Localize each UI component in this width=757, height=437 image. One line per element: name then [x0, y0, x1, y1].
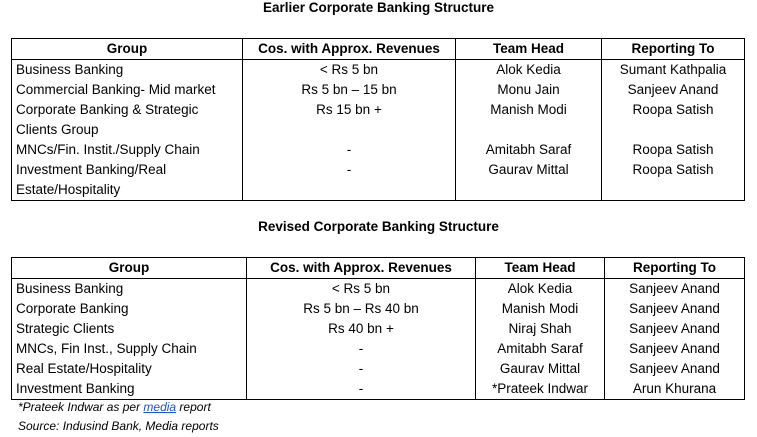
cell-group: Commercial Banking- Mid market — [12, 80, 243, 100]
cell-reporting-to: Roopa Satish — [602, 100, 745, 140]
cell-reporting-to: Roopa Satish — [602, 140, 745, 160]
cell-team-head: Alok Kedia — [476, 279, 605, 300]
cell-reporting-to: Sanjeev Anand — [602, 80, 745, 100]
header-revenues: Cos. with Approx. Revenues — [243, 39, 456, 60]
cell-revenue: Rs 15 bn + — [243, 100, 456, 140]
table-row — [12, 160, 745, 201]
cell-revenue: < Rs 5 bn — [247, 279, 476, 300]
footnote-suffix: report — [176, 400, 211, 414]
cell-revenue: - — [247, 339, 476, 359]
cell-revenue: - — [243, 160, 456, 201]
table-header-row — [12, 258, 745, 279]
table-notes — [18, 398, 219, 436]
cell-team-head: Manish Modi — [476, 299, 605, 319]
header-team-head: Team Head — [476, 258, 605, 279]
cell-revenue: - — [243, 140, 456, 160]
cell-group: MNCs, Fin Inst., Supply Chain — [12, 339, 247, 359]
header-revenues: Cos. with Approx. Revenues — [247, 258, 476, 279]
cell-reporting-to: Sanjeev Anand — [605, 299, 745, 319]
earlier-structure-table — [11, 38, 745, 201]
table-row — [12, 60, 745, 81]
table-row — [12, 339, 745, 359]
footnote-text: *Prateek Indwar as per — [18, 400, 144, 414]
cell-group: Corporate Banking & Strategic Clients Group — [12, 100, 243, 140]
cell-reporting-to: Arun Khurana — [605, 379, 745, 400]
cell-team-head: Amitabh Saraf — [476, 339, 605, 359]
table-header-row — [12, 39, 745, 60]
table-row — [12, 359, 745, 379]
cell-team-head: Alok Kedia — [456, 60, 602, 81]
header-group: Group — [12, 39, 243, 60]
table-row — [12, 319, 745, 339]
earlier-structure-title: Earlier Corporate Banking Structure — [262, 0, 495, 15]
cell-team-head: Manish Modi — [456, 100, 602, 140]
cell-group: MNCs/Fin. Instit./Supply Chain — [12, 140, 243, 160]
cell-group: Investment Banking/Real Estate/Hospitality — [12, 160, 243, 201]
revised-structure-table — [11, 257, 745, 400]
table-row — [12, 299, 745, 319]
cell-revenue: Rs 5 bn – 15 bn — [243, 80, 456, 100]
header-reporting-to: Reporting To — [605, 258, 745, 279]
media-report-link[interactable]: media — [143, 400, 177, 414]
header-group: Group — [12, 258, 247, 279]
cell-revenue: - — [247, 379, 476, 400]
cell-group: Real Estate/Hospitality — [12, 359, 247, 379]
header-reporting-to: Reporting To — [602, 39, 745, 60]
cell-group: Business Banking — [12, 60, 243, 81]
cell-revenue: < Rs 5 bn — [243, 60, 456, 81]
cell-group: Business Banking — [12, 279, 247, 300]
cell-reporting-to: Sanjeev Anand — [605, 279, 745, 300]
cell-reporting-to: Sanjeev Anand — [605, 359, 745, 379]
table-row — [12, 100, 745, 140]
table-row — [12, 80, 745, 100]
table-row — [12, 279, 745, 300]
footnote — [18, 398, 219, 417]
cell-reporting-to: Sanjeev Anand — [605, 339, 745, 359]
cell-team-head: Niraj Shah — [476, 319, 605, 339]
cell-team-head: Amitabh Saraf — [456, 140, 602, 160]
cell-team-head: Gaurav Mittal — [476, 359, 605, 379]
cell-team-head: *Prateek Indwar — [476, 379, 605, 400]
table-row — [12, 140, 745, 160]
cell-group: Investment Banking — [12, 379, 247, 400]
source-note: Source: Indusind Bank, Media reports — [18, 419, 219, 433]
cell-reporting-to: Sumant Kathpalia — [602, 60, 745, 81]
cell-revenue: Rs 40 bn + — [247, 319, 476, 339]
cell-revenue: Rs 5 bn – Rs 40 bn — [247, 299, 476, 319]
cell-revenue: - — [247, 359, 476, 379]
header-team-head: Team Head — [456, 39, 602, 60]
cell-group: Corporate Banking — [12, 299, 247, 319]
revised-structure-title: Revised Corporate Banking Structure — [258, 219, 499, 234]
cell-team-head: Monu Jain — [456, 80, 602, 100]
table-row — [12, 379, 745, 400]
cell-group: Strategic Clients — [12, 319, 247, 339]
cell-reporting-to: Roopa Satish — [602, 160, 745, 201]
cell-reporting-to: Sanjeev Anand — [605, 319, 745, 339]
cell-team-head: Gaurav Mittal — [456, 160, 602, 201]
